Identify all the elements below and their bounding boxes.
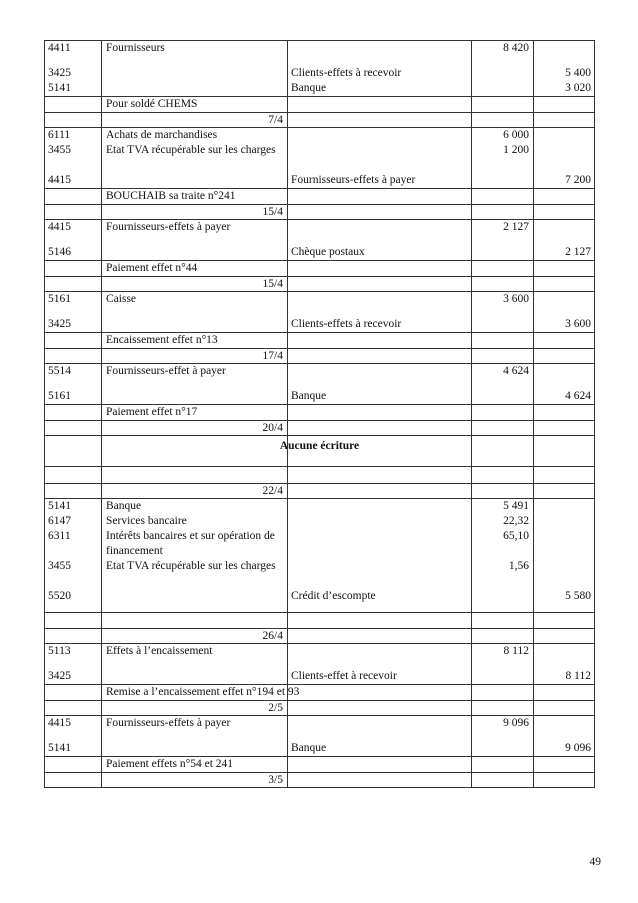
credit-label: Fournisseurs-effets à payer xyxy=(291,174,416,186)
credit-amount: 4 624 xyxy=(565,390,591,402)
credit-amount: 9 096 xyxy=(565,742,591,754)
entry-note: Paiement effet n°44 xyxy=(106,262,198,274)
debit-label: Services bancaire xyxy=(106,515,187,527)
entry-date: 2/5 xyxy=(268,702,283,714)
column-divider xyxy=(101,40,102,788)
entry-date: 17/4 xyxy=(262,350,283,362)
debit-label: Achats de marchandises xyxy=(106,129,218,141)
journal-entry xyxy=(44,644,595,716)
debit-amount: 9 096 xyxy=(503,717,529,729)
debit-label: Intérêts bancaires et sur opération de financement xyxy=(106,530,275,557)
credit-amount: 5 580 xyxy=(565,590,591,602)
journal-table xyxy=(44,40,595,788)
account-number: 6311 xyxy=(48,530,71,542)
account-number: 5113 xyxy=(48,645,71,657)
debit-amount: 3 600 xyxy=(503,293,529,305)
debit-label: Fournisseurs-effet à payer xyxy=(106,365,226,377)
entry-date: 22/4 xyxy=(262,485,283,497)
debit-amount: 1,56 xyxy=(508,560,529,572)
credit-amount: 5 400 xyxy=(565,67,591,79)
journal-entry xyxy=(44,364,595,436)
account-number: 4411 xyxy=(48,42,71,54)
account-number: 3425 xyxy=(48,67,71,79)
journal-entry xyxy=(44,128,595,220)
account-number: 5520 xyxy=(48,590,71,602)
debit-label: Fournisseurs xyxy=(106,42,165,54)
debit-label: Fournisseurs-effets à payer xyxy=(106,221,231,233)
credit-label: Chèque postaux xyxy=(291,246,365,258)
debit-amount: 2 127 xyxy=(503,221,529,233)
account-number: 6147 xyxy=(48,515,71,527)
entry-note: Pour soldé CHEMS xyxy=(106,98,198,110)
credit-label: Banque xyxy=(291,390,327,402)
debit-amount: 1 200 xyxy=(503,144,529,156)
debit-amount: 4 624 xyxy=(503,365,529,377)
debit-label: Fournisseurs-effets à payer xyxy=(106,717,231,729)
page-number: 49 xyxy=(589,856,601,868)
account-number: 5141 xyxy=(48,500,71,512)
no-entry-text: Aucune écriture xyxy=(279,440,360,452)
column-divider xyxy=(287,40,288,788)
entry-note: Paiement effet n°17 xyxy=(106,406,198,418)
entry-note: Paiement effets n°54 et 241 xyxy=(106,758,234,770)
account-number: 3455 xyxy=(48,560,71,572)
debit-amount: 6 000 xyxy=(503,129,529,141)
debit-label: Effets à l’encaissement xyxy=(106,645,213,657)
debit-label: Caisse xyxy=(106,293,137,305)
account-number: 3425 xyxy=(48,670,71,682)
table-border-left xyxy=(44,40,45,788)
entry-date: 26/4 xyxy=(262,630,283,642)
account-number: 5161 xyxy=(48,293,71,305)
journal-entry xyxy=(44,40,595,128)
entry-note: BOUCHAIB sa traite n°241 xyxy=(106,190,236,202)
credit-amount: 7 200 xyxy=(565,174,591,186)
debit-amount: 8 420 xyxy=(503,42,529,54)
account-number: 4415 xyxy=(48,717,71,729)
journal-entry xyxy=(44,436,595,499)
account-number: 4415 xyxy=(48,221,71,233)
debit-amount: 65,10 xyxy=(503,530,529,542)
credit-label: Clients-effet à recevoir xyxy=(291,670,397,682)
credit-label: Banque xyxy=(291,742,327,754)
entry-note: Encaissement effet n°13 xyxy=(106,334,218,346)
table-border-right xyxy=(594,40,595,788)
entry-date: 7/4 xyxy=(268,114,283,126)
credit-label: Clients-effets à recevoir xyxy=(291,318,402,330)
journal-entry xyxy=(44,716,595,788)
entry-date: 3/5 xyxy=(268,774,283,786)
credit-label: Crédit d’escompte xyxy=(291,590,376,602)
entry-date: 20/4 xyxy=(262,422,283,434)
entry-date: 15/4 xyxy=(262,278,283,290)
account-number: 4415 xyxy=(48,174,71,186)
debit-label: Banque xyxy=(106,500,142,512)
account-number: 3455 xyxy=(48,144,71,156)
credit-amount: 2 127 xyxy=(565,246,591,258)
debit-label: Etat TVA récupérable sur les charges xyxy=(106,144,276,156)
journal-entry xyxy=(44,292,595,364)
debit-amount: 22,32 xyxy=(503,515,529,527)
journal-entry xyxy=(44,220,595,292)
credit-amount: 3 600 xyxy=(565,318,591,330)
credit-label: Banque xyxy=(291,82,327,94)
account-number: 6111 xyxy=(48,129,71,141)
account-number: 5161 xyxy=(48,390,71,402)
column-divider xyxy=(471,40,472,788)
journal-entry xyxy=(44,499,595,644)
account-number: 5514 xyxy=(48,365,71,377)
account-number: 5141 xyxy=(48,82,71,94)
debit-label: Etat TVA récupérable sur les charges xyxy=(106,560,276,572)
account-number: 3425 xyxy=(48,318,71,330)
debit-amount: 8 112 xyxy=(503,645,529,657)
account-number: 5141 xyxy=(48,742,71,754)
debit-amount: 5 491 xyxy=(503,500,529,512)
column-divider xyxy=(533,40,534,788)
entry-date: 15/4 xyxy=(262,206,283,218)
credit-amount: 8 112 xyxy=(565,670,591,682)
entry-note: Remise a l’encaissement effet n°194 et 93 xyxy=(106,686,300,698)
credit-amount: 3 020 xyxy=(565,82,591,94)
account-number: 5146 xyxy=(48,246,71,258)
credit-label: Clients-effets à recevoir xyxy=(291,67,402,79)
